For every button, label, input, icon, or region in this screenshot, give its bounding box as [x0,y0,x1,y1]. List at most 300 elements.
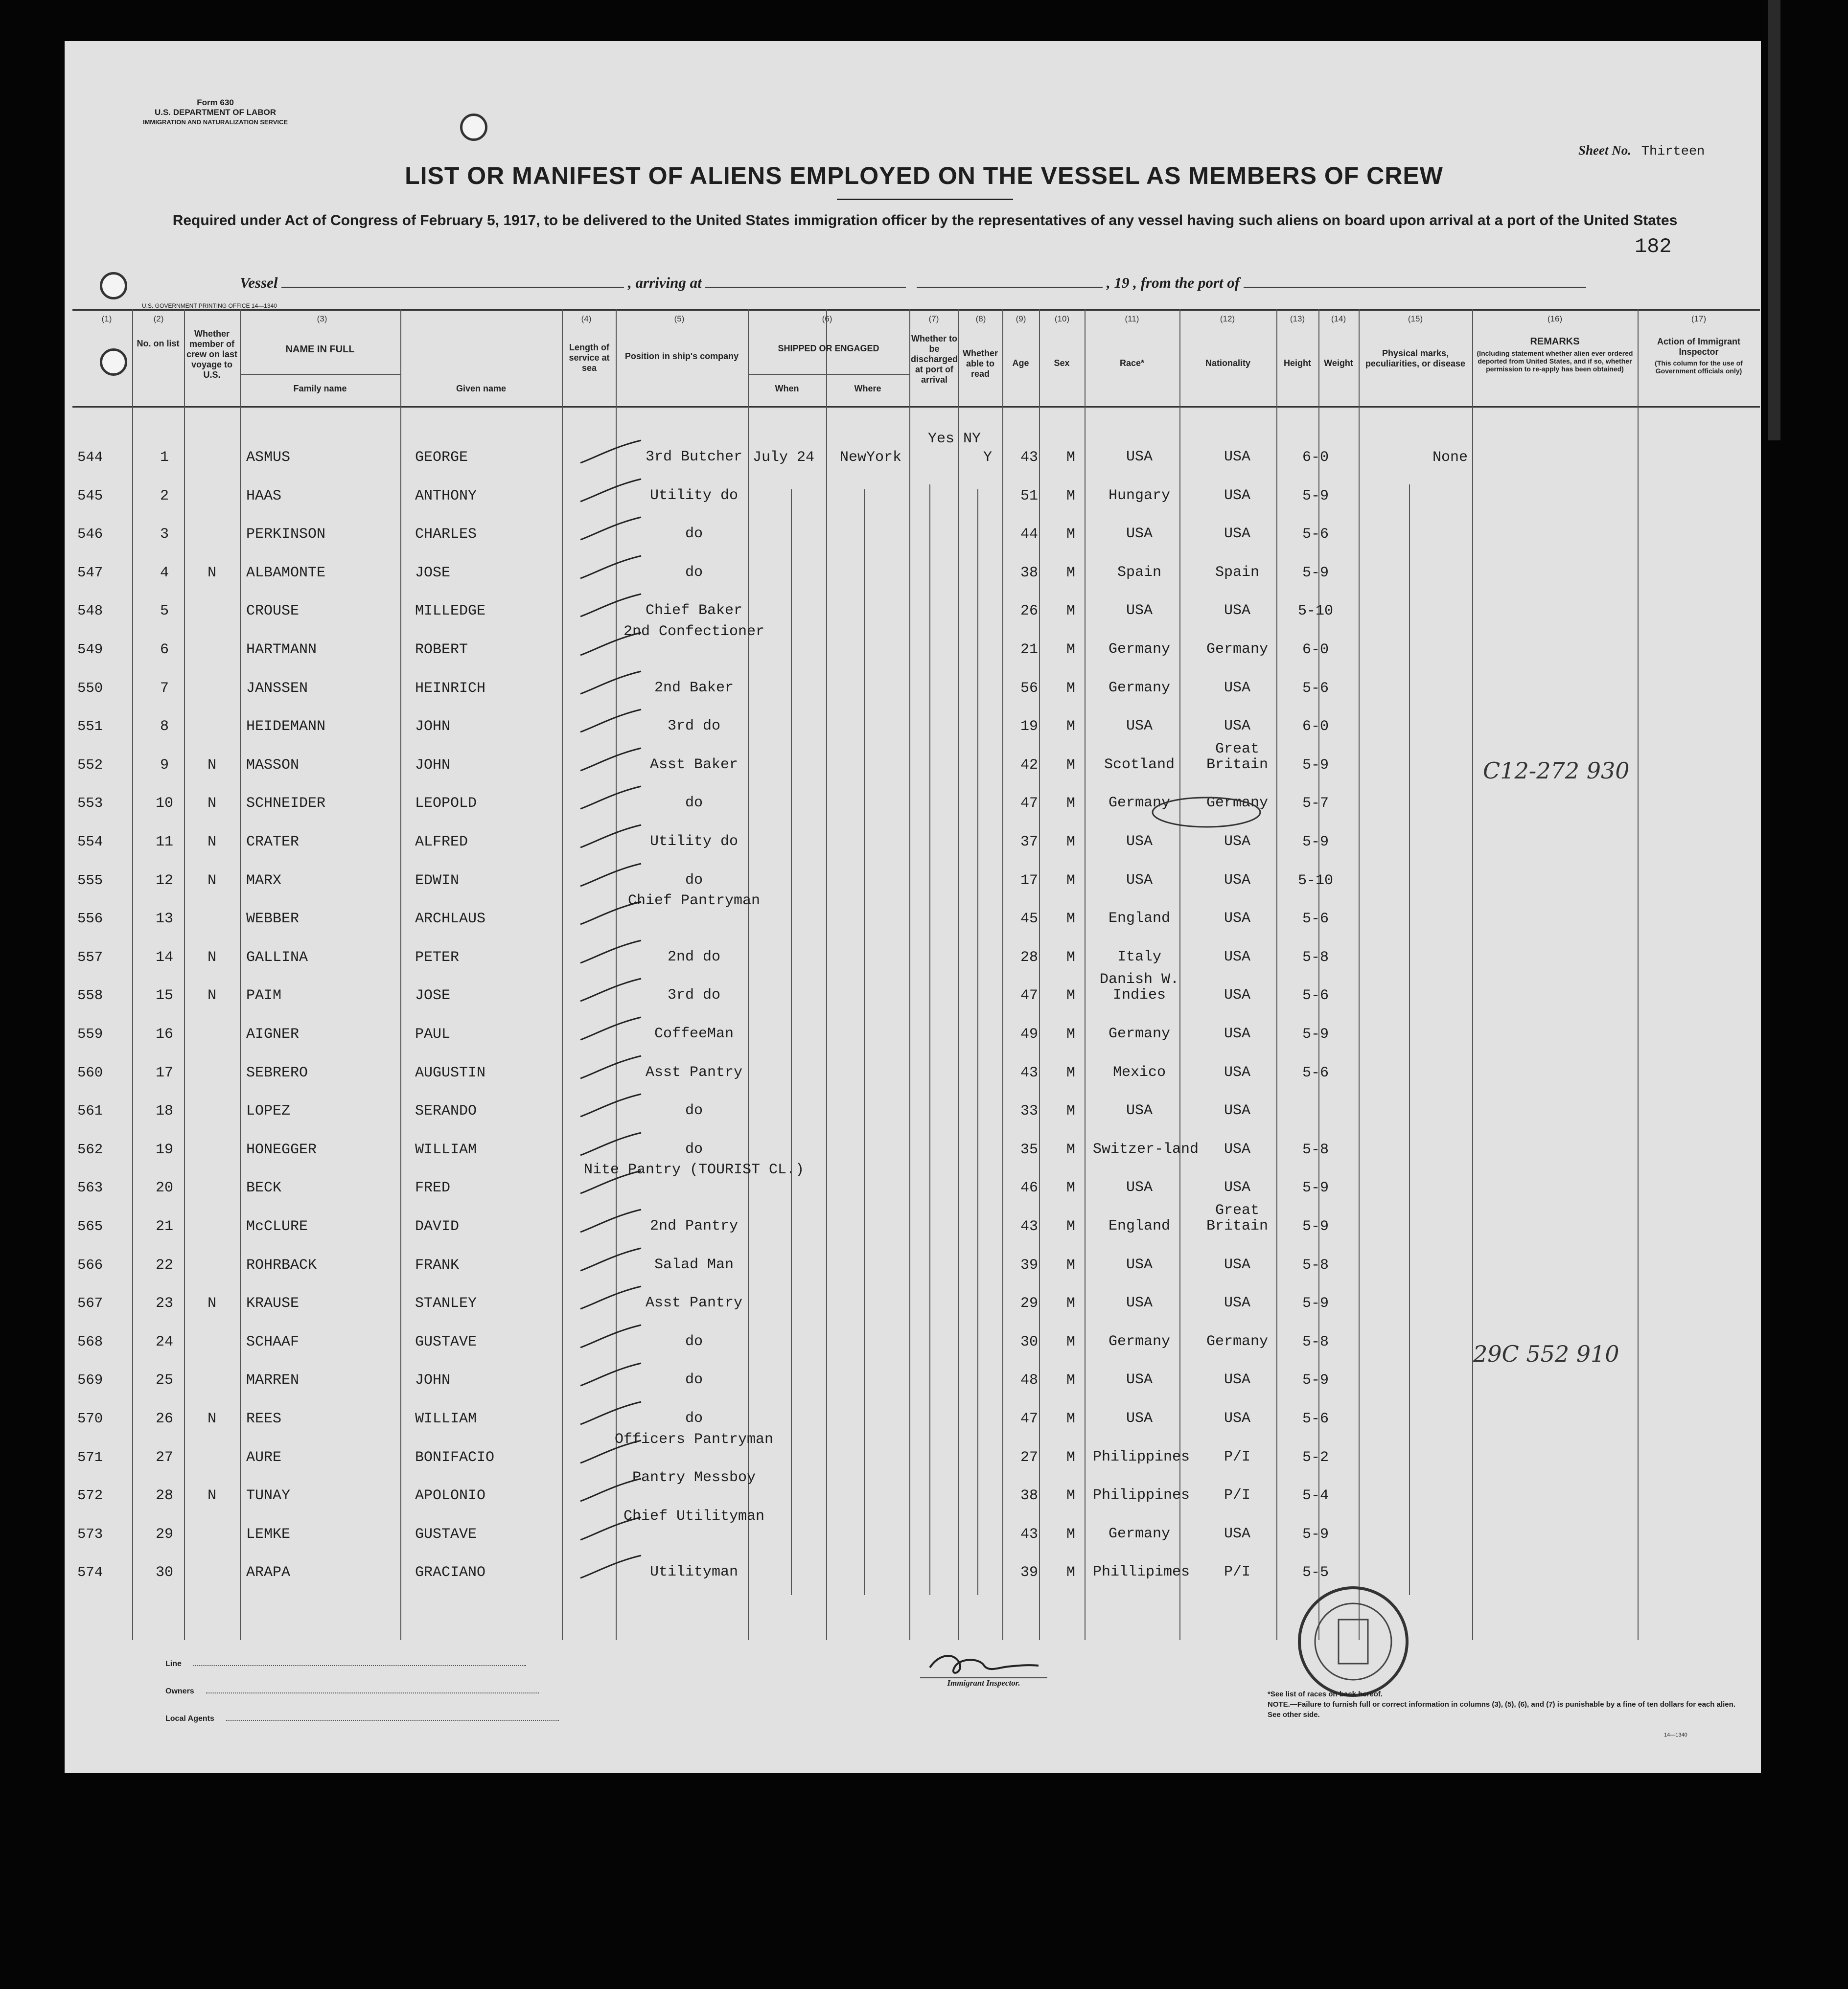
row-sequence-number: 559 [77,1026,103,1042]
row-position: CoffeeMan [654,1026,734,1042]
row-sequence-number: 565 [77,1218,103,1235]
row-race: USA [1126,1372,1153,1388]
row-list-number: 26 [155,1411,173,1427]
row-family-name: MARREN [246,1372,300,1389]
row-sequence-number: 566 [77,1257,103,1273]
line-field [193,1665,526,1666]
table-row [72,1046,1760,1084]
table-row [72,1277,1760,1315]
row-sequence-number: 554 [77,834,103,850]
row-nationality: USA [1224,1179,1250,1196]
row-family-name: CROUSE [246,603,300,619]
row-age: 33 [1020,1103,1038,1120]
row-position: do [685,795,703,811]
row-sequence-number: 549 [77,641,103,658]
row-sex: M [1066,1257,1075,1274]
row-family-name: HEIDEMANN [246,718,326,735]
row-age: 43 [1020,449,1038,466]
row-race: USA [1126,1179,1153,1196]
row-given-name: WILLIAM [415,1142,477,1158]
header-shipped: SHIPPED OR ENGAGED [778,343,879,353]
row-nationality: USA [1224,1526,1250,1542]
owners-field [206,1692,539,1693]
row-age: 38 [1020,1487,1038,1504]
row-height: 5-10 [1297,603,1333,619]
row-given-name: HEINRICH [415,680,486,697]
row-height: 5-9 [1302,488,1329,504]
row-sequence-number: 547 [77,565,103,581]
header-sex: Sex [1054,358,1070,368]
header-physical: Physical marks, peculiarities, or disease [1365,348,1466,368]
row-sequence-number: 551 [77,718,103,734]
name-subrule [240,374,400,375]
row-sex: M [1066,718,1075,735]
row-sex: M [1066,526,1075,543]
row-previous-crew: N [207,872,216,889]
row-given-name: AUGUSTIN [415,1065,486,1081]
row-height: 5-9 [1302,1295,1329,1312]
row-race: USA [1126,602,1153,619]
row-sex: M [1066,1180,1075,1196]
row-family-name: SEBRERO [246,1065,308,1081]
row-race: Germany [1108,795,1171,811]
row-age: 43 [1020,1218,1038,1235]
row-nationality: Spain [1215,564,1259,581]
row-list-number: 15 [155,987,173,1004]
row-sequence-number: 546 [77,526,103,542]
row-family-name: WEBBER [246,911,300,927]
row-position: Chief Baker [645,602,743,619]
row-family-name: HARTMANN [246,641,317,658]
row-height: 5-8 [1302,1142,1329,1158]
row-list-number: 16 [155,1026,173,1043]
column-number: (17) [1691,314,1707,323]
page-subtitle: Required under Act of Congress of February 5, 1917, to be delivered to the United States immigration officer by the representatives of any vessel having such aliens on board upon arrival at a port of the United States [172,212,1678,229]
row-height: 5-6 [1302,987,1329,1004]
department: U.S. DEPARTMENT OF LABOR [154,108,277,117]
row-age: 28 [1020,949,1038,966]
row-race: USA [1126,718,1153,734]
row-list-number: 6 [160,641,169,658]
column-number: (4) [581,314,592,323]
row-list-number: 21 [155,1218,173,1235]
row-position: do [685,564,703,581]
row-list-number: 25 [155,1372,173,1389]
row-list-number: 12 [155,872,173,889]
row-race: USA [1126,1102,1153,1119]
sheet-number [1578,143,1705,159]
row-position: Pantry Messboy [632,1469,756,1486]
row-position: Asst Pantry [645,1064,743,1081]
row-age: 21 [1020,641,1038,658]
column-number: (9) [1016,314,1026,323]
row-race: Mexico [1112,1064,1166,1081]
row-age: 43 [1020,1065,1038,1081]
row-height: 5-9 [1302,565,1329,581]
row-family-name: LEMKE [246,1526,291,1543]
row-race: USA [1126,449,1153,465]
row-shipped-when: July 24 [753,449,815,466]
row-race: Germany [1108,1026,1171,1042]
row-sequence-number: 567 [77,1295,103,1311]
row-age: 44 [1020,526,1038,543]
arriving-field [705,274,906,288]
row-age: 29 [1020,1295,1038,1312]
row-given-name: FRED [415,1180,451,1196]
row-previous-crew: N [207,795,216,812]
sheet-number-value: Thirteen [1641,144,1705,159]
row-sex: M [1066,795,1075,812]
row-race: England [1108,910,1171,927]
table-row [72,1007,1760,1046]
column-number: (13) [1290,314,1305,323]
row-given-name: JOHN [415,1372,451,1389]
row-age: 37 [1020,834,1038,850]
row-height: 6-0 [1302,449,1329,466]
inspector-label: Immigrant Inspector. [920,1677,1047,1688]
row-race: Danish W. Indies [1099,971,1179,1004]
row-list-number: 8 [160,718,169,735]
row-sex: M [1066,1564,1075,1581]
row-sex: M [1066,1142,1075,1158]
row-nationality: USA [1224,1064,1250,1081]
row-sex: M [1066,1411,1075,1427]
row-race: Germany [1108,641,1171,658]
row-list-number: 24 [155,1334,173,1350]
row-age: 47 [1020,987,1038,1004]
row-position: do [685,1102,703,1119]
row-race: Italy [1117,949,1161,965]
table-row [72,662,1760,700]
row-nationality: USA [1224,1141,1250,1158]
header-where: Where [854,384,881,393]
row-age: 47 [1020,1411,1038,1427]
row-sex: M [1066,1103,1075,1120]
row-nationality: USA [1224,718,1250,734]
row-family-name: AIGNER [246,1026,300,1043]
footer-line-label: Line [165,1660,182,1668]
row-family-name: KRAUSE [246,1295,300,1312]
header-action: Action of Immigrant Inspector [1657,337,1740,357]
row-position: Utility do [649,487,739,504]
row-position: 3rd do [667,718,721,734]
row-position: Chief Pantryman [627,892,761,909]
row-shipped-where: NewYork [840,449,902,466]
row-sex: M [1066,603,1075,619]
row-sex: M [1066,911,1075,927]
vessel-label: Vessel [240,274,278,291]
column-number: (8) [975,314,986,323]
header-action-note: (This column for the use of Government officials only) [1655,359,1743,375]
header-discharged: Whether to be discharged at port of arrival [910,334,958,385]
row-height: 5-8 [1302,1334,1329,1350]
row-sequence-number: 555 [77,872,103,889]
row-list-number: 4 [160,565,169,581]
row-previous-crew: N [207,1487,216,1504]
column-number: (16) [1547,314,1563,323]
row-sequence-number: 544 [77,449,103,465]
row-given-name: FRANK [415,1257,460,1274]
footer-notes [1268,1689,1747,1720]
gov-printing-note: U.S. GOVERNMENT PRINTING OFFICE 14—1340 [142,302,277,309]
row-family-name: ARAPA [246,1564,291,1581]
table-row [72,1161,1760,1199]
row-previous-crew: N [207,1411,216,1427]
row-sequence-number: 557 [77,949,103,965]
row-nationality: Great Britain [1206,741,1269,773]
row-nationality: P/I [1224,1564,1250,1580]
row-age: 43 [1020,1526,1038,1543]
from-port-field [1244,274,1586,288]
row-position: Chief Utilityman [623,1508,765,1525]
row-sequence-number: 552 [77,757,103,773]
page-title: LIST OR MANIFEST OF ALIENS EMPLOYED ON THE VESSEL AS MEMBERS OF CREW [405,162,1443,189]
handwritten-page-number: 182 [1635,235,1672,258]
row-position: Utilityman [649,1564,739,1580]
row-family-name: JANSSEN [246,680,308,697]
row-list-number: 18 [155,1103,173,1120]
row-list-number: 10 [155,795,173,812]
row-given-name: ALFRED [415,834,468,850]
header-nationality: Nationality [1205,358,1250,368]
column-number: (15) [1408,314,1423,323]
row-sequence-number: 571 [77,1449,103,1465]
year-label: , 19 [1106,274,1130,291]
row-age: 30 [1020,1334,1038,1350]
row-given-name: MILLEDGE [415,603,486,619]
row-list-number: 20 [155,1180,173,1196]
row-previous-crew: N [207,834,216,850]
row-nationality: USA [1224,987,1250,1004]
row-nationality: USA [1224,526,1250,542]
row-sequence-number: 574 [77,1564,103,1580]
row-position: Asst Pantry [645,1295,743,1311]
table-row [72,1200,1760,1238]
column-number: (11) [1125,314,1139,323]
row-race: USA [1126,833,1153,850]
row-sequence-number: 558 [77,987,103,1004]
shipped-subrule [748,374,909,375]
row-previous-crew: N [207,565,216,581]
row-nationality: Germany [1206,641,1269,658]
row-height: 5-4 [1302,1487,1329,1504]
header-position: Position in ship's company [624,351,739,361]
footer-agents-label: Local Agents [165,1715,214,1723]
column-number: (1) [101,314,112,323]
row-given-name: APOLONIO [415,1487,486,1504]
row-previous-crew: N [207,757,216,774]
row-nationality: P/I [1224,1487,1250,1504]
column-number: (10) [1054,314,1070,323]
row-list-number: 28 [155,1487,173,1504]
row-race: Germany [1108,1333,1171,1350]
row-height: 5-8 [1302,949,1329,966]
row-family-name: GALLINA [246,949,308,966]
row-given-name: WILLIAM [415,1411,477,1427]
row-race: Scotland [1104,756,1175,773]
row-list-number: 23 [155,1295,173,1312]
row-family-name: TUNAY [246,1487,291,1504]
row-given-name: CHARLES [415,526,477,543]
punch-hole [100,272,127,299]
row-given-name: SERANDO [415,1103,477,1120]
row-position: do [685,1141,703,1158]
row-list-number: 11 [155,834,173,850]
row-height: 5-9 [1302,834,1329,850]
header-weight: Weight [1324,358,1353,368]
row-height: 5-9 [1302,1180,1329,1196]
row-height: 5-9 [1302,1526,1329,1543]
row-given-name: JOSE [415,565,451,581]
row-age: 35 [1020,1142,1038,1158]
row-family-name: SCHAAF [246,1334,300,1350]
header-family-name: Family name [293,384,347,393]
table-row [72,1392,1760,1430]
row-height: 5-9 [1302,1218,1329,1235]
arriving-label: , arriving at [628,274,702,291]
row-given-name: PETER [415,949,460,966]
row-sequence-number: 548 [77,603,103,619]
row-nationality: USA [1224,1026,1250,1042]
row-age: 38 [1020,565,1038,581]
row-height: 5-6 [1302,911,1329,927]
row-family-name: LOPEZ [246,1103,291,1120]
row-given-name: DAVID [415,1218,460,1235]
table-row [72,431,1760,469]
table-row [72,700,1760,738]
row-height: 5-5 [1302,1564,1329,1581]
row-nationality: USA [1224,1102,1250,1119]
row-age: 17 [1020,872,1038,889]
row-race: Philippines [1093,1487,1190,1504]
row-height: 5-6 [1302,680,1329,697]
row-sex: M [1066,757,1075,774]
footer-agents [165,1715,559,1723]
row-sex: M [1066,1372,1075,1389]
row-race: USA [1126,1295,1153,1311]
row-family-name: REES [246,1411,282,1427]
header-given-name: Given name [456,384,507,393]
row-race: England [1108,1218,1171,1235]
row-nationality: USA [1224,1295,1250,1311]
row-race: Philippines [1093,1449,1190,1465]
row-list-number: 1 [160,449,169,466]
form-header [113,98,318,127]
row-sex: M [1066,449,1075,466]
row-given-name: LEOPOLD [415,795,477,812]
row-sex: M [1066,949,1075,966]
row-given-name: ROBERT [415,641,468,658]
row-sex: M [1066,1295,1075,1312]
row-age: 46 [1020,1180,1038,1196]
row-family-name: HONEGGER [246,1142,317,1158]
column-number: (6) [822,314,832,323]
row-sex: M [1066,1218,1075,1235]
column-number: (5) [674,314,685,323]
row-age: 51 [1020,488,1038,504]
row-list-number: 14 [155,949,173,966]
row-sex: M [1066,680,1075,697]
row-nationality: USA [1224,680,1250,696]
row-discharged: Yes NY [928,431,981,447]
row-position: do [685,1333,703,1350]
row-age: 47 [1020,795,1038,812]
row-age: 39 [1020,1257,1038,1274]
row-position: Officers Pantryman [614,1431,774,1448]
row-previous-crew: N [207,987,216,1004]
column-number: (7) [928,314,939,323]
row-sex: M [1066,1026,1075,1043]
row-sex: M [1066,987,1075,1004]
row-age: 39 [1020,1564,1038,1581]
row-sequence-number: 562 [77,1142,103,1158]
row-age: 26 [1020,603,1038,619]
row-list-number: 17 [155,1065,173,1081]
row-race: Hungary [1108,487,1171,504]
service: IMMIGRATION AND NATURALIZATION SERVICE [142,118,288,126]
header-age: Age [1012,358,1029,368]
film-edge [1768,0,1780,440]
row-list-number: 13 [155,911,173,927]
row-age: 42 [1020,757,1038,774]
row-sex: M [1066,641,1075,658]
row-height: 5-10 [1297,872,1333,889]
table-row [72,623,1760,661]
row-nationality: USA [1224,487,1250,504]
table-row [72,1546,1760,1584]
row-height: 5-6 [1302,1411,1329,1427]
races-note: *See list of races on back hereof. [1268,1690,1383,1698]
header-length-service: Length of service at sea [569,343,610,373]
row-position: 2nd Confectioner [623,623,765,640]
row-family-name: ROHRBACK [246,1257,317,1274]
row-given-name: JOSE [415,987,451,1004]
sheet-number-label: Sheet No. [1578,143,1631,158]
column-number: (3) [317,314,327,323]
row-race: USA [1126,526,1153,542]
row-height: 5-8 [1302,1257,1329,1274]
row-sequence-number: 572 [77,1487,103,1504]
row-nationality: Germany [1206,1333,1269,1350]
row-given-name: GEORGE [415,449,468,466]
table-row [72,892,1760,930]
row-family-name: SCHNEIDER [246,795,326,812]
table-row [72,1508,1760,1546]
row-nationality: Great Britain [1206,1202,1269,1235]
row-position: do [685,1372,703,1388]
row-race: Phillipimes [1093,1564,1190,1580]
row-list-number: 30 [155,1564,173,1581]
row-height: 5-9 [1302,1372,1329,1389]
row-position: do [685,872,703,889]
row-family-name: PAIM [246,987,282,1004]
row-position: Nite Pantry (TOURIST CL.) [583,1162,805,1178]
row-position: Salad Man [654,1257,734,1273]
row-given-name: BONIFACIO [415,1449,495,1466]
header-height: Height [1284,358,1311,368]
row-sex: M [1066,565,1075,581]
footer-line [165,1660,526,1669]
row-position: 2nd do [667,949,721,965]
table-row [72,546,1760,584]
row-nationality: USA [1224,949,1250,965]
row-sex: M [1066,872,1075,889]
row-sequence-number: 568 [77,1334,103,1350]
agents-field [226,1720,559,1721]
table-row [72,1469,1760,1507]
row-race: Switzer-land [1093,1141,1199,1158]
row-able-read: Y [983,449,992,466]
